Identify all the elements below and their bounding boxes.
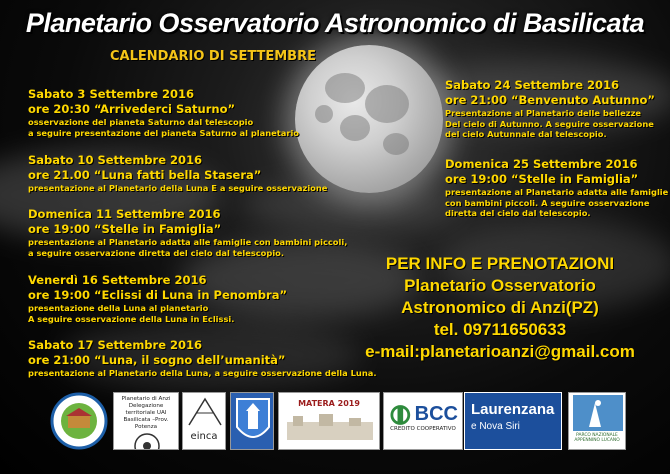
event-note: a seguire presentazione del pianeta Saturno al planetario [28, 127, 299, 138]
einca-logo [182, 392, 226, 450]
poster-title: Planetario Osservatorio Astronomico di Basilicata [25, 8, 645, 38]
event-sep-3 [28, 87, 299, 138]
info-line: Astronomico di Anzi(PZ) [401, 298, 599, 317]
event-note: presentazione al Planetario della Luna E a seguire osservazione [28, 183, 328, 193]
event-note: diretta del cielo dal telescopio. [445, 208, 591, 218]
event-time-title: ore 19:00 “Eclissi di Luna in Penombra” [28, 288, 288, 302]
event-note: presentazione della Luna al planetario [28, 303, 209, 313]
event-note: osservazione del pianeta Saturno dal telescopio [28, 117, 254, 127]
logo-text: PARCO NAZIONALE APPENNINO LUCANO [574, 433, 620, 443]
logo-text: MATERA 2019 [298, 399, 360, 408]
bcc-logo [383, 392, 463, 450]
event-sep-11 [28, 207, 347, 258]
event-date: Domenica 25 Settembre 2016 [445, 157, 638, 171]
event-sep-24 [445, 78, 655, 140]
logo-text: Basilicata –Prov. Potenza [123, 417, 169, 430]
bcc-text: BCC [414, 403, 458, 425]
info-phone: tel. 09711650633 [433, 320, 567, 339]
logo-text: Laurenzana [471, 401, 555, 418]
event-time-title: ore 19:00 “Stelle in Famiglia” [28, 222, 222, 236]
event-sep-16 [28, 273, 287, 324]
event-date: Sabato 24 Settembre 2016 [445, 78, 620, 92]
event-date: Sabato 3 Settembre 2016 [28, 87, 195, 101]
logo-text: Delegazione territoriale UAI [125, 403, 167, 416]
event-sep-10 [28, 153, 327, 194]
logo-text: e Nova Siri [471, 421, 520, 432]
event-note: con bambini piccoli. A seguire osservazione [445, 197, 650, 208]
event-note: presentazione al Planetario adatta alle famiglie con bambini piccoli, [28, 237, 348, 247]
event-note: del cielo Autunnale dal telescopio. [445, 129, 607, 139]
info-email: e-mail:planetarioanzi@gmail.com [365, 342, 635, 361]
event-date: Sabato 17 Settembre 2016 [28, 338, 203, 352]
logo-text: Planetario di Anzi [121, 396, 171, 402]
event-time-title: ore 21.00 “Luna fatti bella Stasera” [28, 168, 262, 182]
laurenzana-logo [464, 392, 562, 450]
event-date: Domenica 11 Settembre 2016 [28, 207, 221, 221]
event-date: Sabato 10 Settembre 2016 [28, 153, 203, 167]
event-time-title: ore 19:00 “Stelle in Famiglia” [445, 172, 639, 186]
event-sep-17 [28, 338, 377, 379]
event-note: presentazione al Planetario adatta alle famiglie [445, 187, 669, 197]
event-time-title: ore 20:30 “Arrivederci Saturno” [28, 102, 236, 116]
coat-of-arms-logo [230, 392, 274, 450]
event-date: Venerdì 16 Settembre 2016 [28, 273, 207, 287]
logo-text: einca [190, 431, 218, 442]
logo-text: CREDITO COOPERATIVO [390, 426, 456, 432]
info-line: Planetario Osservatorio [404, 276, 596, 295]
event-time-title: ore 21:00 “Luna, il sogno dell’umanità” [28, 353, 286, 367]
event-note: a seguire osservazione diretta del cielo dal telescopio. [28, 247, 285, 258]
info-block [340, 253, 660, 363]
parco-appennino-logo [568, 392, 626, 450]
valle-logo [48, 392, 110, 450]
info-heading: PER INFO E PRENOTAZIONI [385, 254, 615, 273]
calendar-subtitle: CALENDARIO DI SETTEMBRE [110, 49, 316, 64]
event-sep-25 [445, 157, 668, 219]
event-note: presentazione al Planetario della Luna, a seguire osservazione della Luna. [28, 368, 377, 378]
event-note: Presentazione al Planetario delle bellezze [445, 108, 642, 118]
sponsor-logos [0, 388, 670, 474]
event-note: Del cielo di Autunno. A seguire osservazione [445, 118, 654, 129]
planetario-anzi-logo [113, 392, 179, 450]
event-note: A seguire osservazione della Luna in Eclissi. [28, 313, 235, 324]
matera-2019-logo [278, 392, 380, 450]
event-time-title: ore 21:00 “Benvenuto Autunno” [445, 93, 655, 107]
